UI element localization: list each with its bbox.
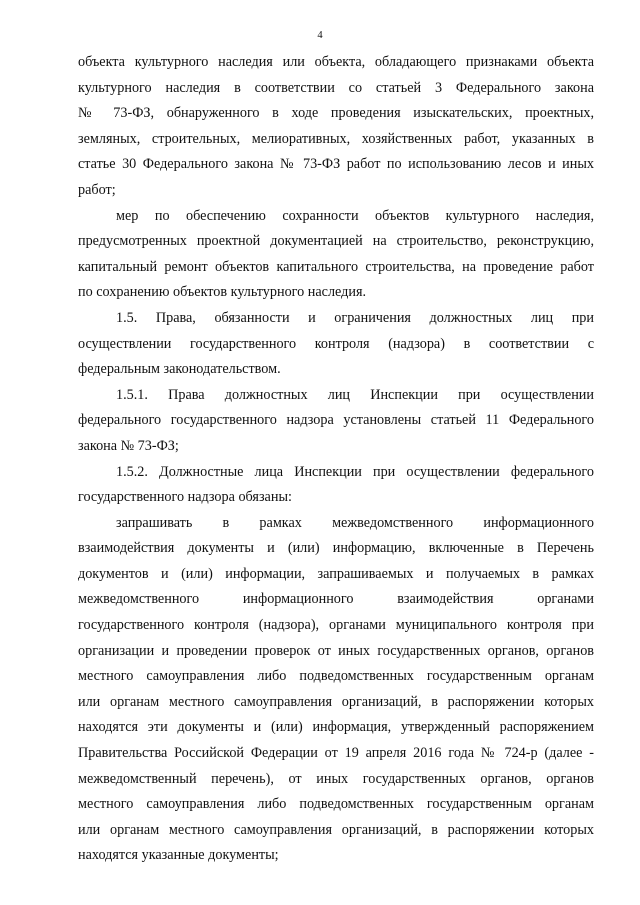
- text-line: предусмотренных проектной документацией на строительство, реконструкцию,: [78, 233, 594, 250]
- text-line: федерального государственного надзора установлены статьей 11 Федерального: [78, 412, 594, 429]
- text-line: статье 30 Федерального закона № 73-ФЗ работ по использованию лесов и иных: [78, 156, 594, 173]
- text-line: осуществлении государственного контроля (надзора) в соответствии с: [78, 335, 594, 352]
- text-line: № 73-ФЗ, обнаруженного в ходе проведения изыскательских, проектных,: [78, 105, 594, 122]
- paragraph: [78, 460, 594, 511]
- paragraph: [78, 306, 594, 383]
- text-line: объекта культурного наследия или объекта, обладающего признаками объекта: [78, 54, 594, 70]
- text-line: межведомственного информационного взаимодействия органами: [78, 591, 594, 608]
- text-line: капитальный ремонт объектов капитального строительства, на проведение работ: [78, 258, 594, 275]
- paragraph: [78, 383, 594, 460]
- text-line: по сохранению объектов культурного наследия.: [78, 284, 367, 301]
- text-line: межведомственный перечень), от иных государственных органов, органов: [78, 770, 594, 787]
- text-line: или органам местного самоуправления организаций, в распоряжении которых: [78, 821, 594, 838]
- text-line: 1.5.2. Должностные лица Инспекции при осуществлении федерального: [116, 463, 594, 480]
- text-line: 1.5.1. Права должностных лиц Инспекции при осуществлении: [116, 386, 594, 403]
- text-line: Правительства Российской Федерации от 19 апреля 2016 года № 724-р (далее -: [78, 745, 594, 762]
- text-line: документов и (или) информации, запрашиваемых и получаемых в рамках: [78, 565, 594, 582]
- text-line: федеральным законодательством.: [78, 361, 281, 378]
- text-line: мер по обеспечению сохранности объектов культурного наследия,: [116, 207, 594, 224]
- text-line: местного самоуправления либо подведомственных государственным органам: [78, 796, 594, 813]
- paragraph: [78, 511, 594, 869]
- text-line: закона № 73-ФЗ;: [78, 437, 179, 454]
- text-line: взаимодействия документы и (или) информацию, включенные в Перечень: [78, 540, 594, 557]
- text-line: находятся эти документы и (или) информация, утвержденный распоряжением: [78, 719, 594, 736]
- document-body: [78, 50, 594, 869]
- text-line: местного самоуправления либо подведомственных государственным органам: [78, 668, 594, 685]
- text-line: запрашивать в рамках межведомственного информационного: [116, 514, 594, 531]
- text-line: находятся указанные документы;: [78, 847, 279, 864]
- text-line: государственного контроля (надзора), органами муниципального контроля при: [78, 617, 594, 634]
- text-line: земляных, строительных, мелиоративных, хозяйственных работ, указанных в: [78, 130, 594, 147]
- page-number: 4: [317, 30, 323, 41]
- text-line: культурного наследия в соответствии со статьей 3 Федерального закона: [78, 79, 594, 96]
- text-line: 1.5. Права, обязанности и ограничения должностных лиц при: [116, 309, 594, 326]
- paragraph: [78, 50, 594, 204]
- text-line: организации и проведении проверок от иных государственных органов, органов: [78, 642, 594, 659]
- text-line: работ;: [78, 181, 116, 198]
- paragraph: [78, 204, 594, 306]
- text-line: государственного надзора обязаны:: [78, 489, 292, 506]
- text-line: или органам местного самоуправления организаций, в распоряжении которых: [78, 693, 594, 710]
